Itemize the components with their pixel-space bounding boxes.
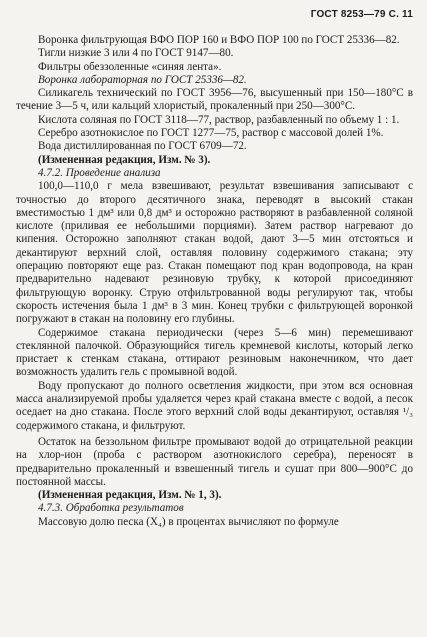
document-body — [16, 34, 413, 529]
paragraph-silica-gel: Силикагель технический по ГОСТ 3956—76, высушенный при 150—180°С в течение 3—5 ч, или кальций хлористый, прокаленный при 250—300°С. — [16, 87, 413, 113]
section-heading-analysis: 4.7.2. Проведение анализа — [38, 166, 161, 179]
paragraph-funnel-filter: Воронка фильтрующая ВФО ПОР 160 и ВФО ПОР 100 по ГОСТ 25336—82. — [38, 34, 400, 46]
amendment-note-3: (Измененная редакция, Изм. № 3). — [38, 153, 211, 166]
paragraph-hydrochloric-acid: Кислота соляная по ГОСТ 3118—77, раствор, разбавленный по объему 1 : 1. — [38, 113, 400, 126]
paragraph-crucibles: Тигли низкие 3 или 4 по ГОСТ 9147—80. — [38, 47, 234, 60]
paragraph-silver-nitrate: Серебро азотнокислое по ГОСТ 1277—75, раствор с массовой долей 1%. — [38, 127, 384, 140]
section-heading-results: 4.7.3. Обработка результатов — [38, 502, 184, 515]
paragraph-water-passing: Воду пропускают до полного осветления жидкости, при этом вся основная масса анализируемой пробы удаляется через край стакана вместе с водой, а песок оседает на дно стакана. После этого верхний слой воды декантируют, оставляя ¹/₃ содержимого стакана, и фильтруют. — [16, 379, 413, 432]
paragraph-stirring: Содержимое стакана периодически (через 5—6 мин) перемешивают стеклянной палочкой. Образующийся тигель кремневой кислоты, который легко пристает к стенкам стакана, оттирают резиновым наконечником, что дает возможность удалить гель с промывной водой. — [16, 326, 413, 379]
paragraph-procedure: 100,0—110,0 г мела взвешивают, результат взвешивания записывают с точностью до второго десятичного знака, переводят в высокий стакан вместимостью 1 дм³ или 0,8 дм³ и осторожно растворяют в разбавленной соляной кислоте (приливая ее небольшими порциями). Затем раствор нагревают до кипения. Осторожно заполняют стакан водой, дают 3—5 мин отстояться и декантируют верхний слой, оставляя половину содержимого стакана; эту операцию повторяют еще раз. Стакан помещают под кран водопровода, на кран предварительно надевают резиновую трубку, к которой присоединяют фильтрующую воронку. Струю отфильтрованной воды регулируют так, чтобы скорость истечения была 1 дм³ в 3 мин. Конец трубки с фильтрующей воронкой погружают в стакан на половину его глубины. — [16, 180, 413, 326]
paragraph-distilled-water: Вода дистиллированная по ГОСТ 6709—72. — [38, 140, 247, 153]
amendment-note-1-3: (Измененная редакция, Изм. № 1, 3). — [38, 489, 222, 502]
page-header: ГОСТ 8253—79 С. 11 — [310, 9, 413, 20]
paragraph-sand-fraction: Массовую долю песка (X₄) в процентах вычисляют по формуле — [38, 515, 339, 528]
paragraph-residue: Остаток на беззольном фильтре промывают водой до отрицательной реакции на хлор-ион (проба с раствором азотнокислого серебра), переносят в предварительно прокаленный и взвешенный тигель и сушат при 800—900°С до постоянной массы. — [16, 435, 413, 488]
paragraph-lab-funnel: Воронка лабораторная по ГОСТ 25336—82. — [38, 73, 247, 86]
paragraph-filters: Фильтры обеззоленные «синяя лента». — [38, 60, 222, 73]
